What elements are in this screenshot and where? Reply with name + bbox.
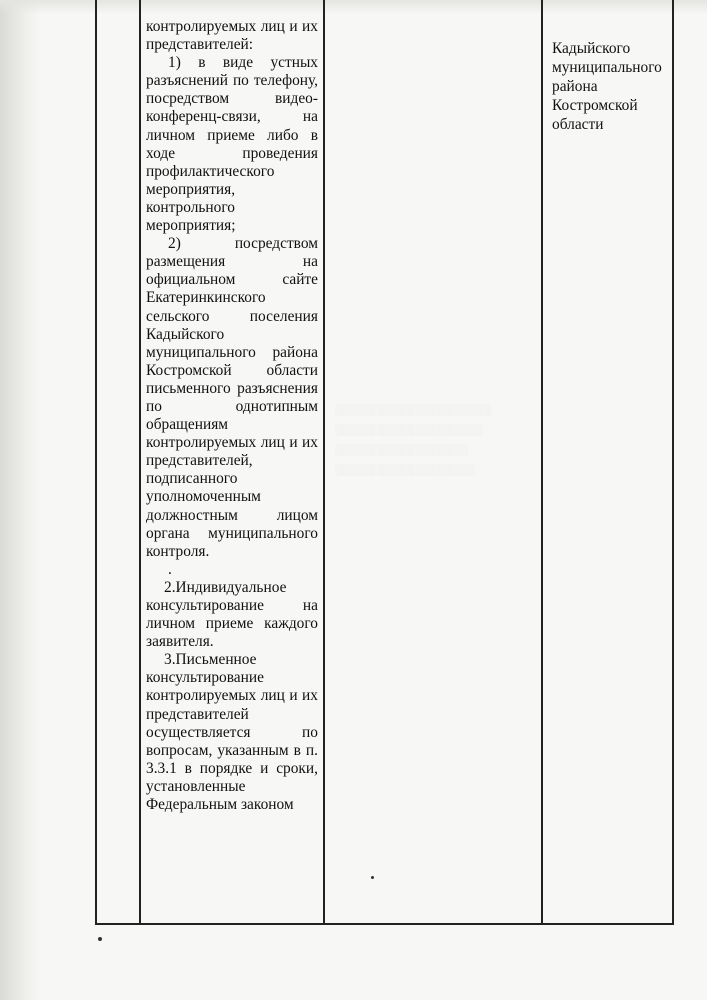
bleed-through-text: ░░░░░░░░░░░░░░░░░░░░ ░░░░░░░░░░░░░░░░░░░ ░░░░░░░░░░░░░░░░░ ░░░░░░░░░░░░░░░░░░ <box>335 404 491 476</box>
cell-consultation-text <box>146 18 318 814</box>
table-column-divider-2 <box>323 0 325 925</box>
table-border-right <box>672 0 674 925</box>
paragraph-oral: 1) в виде устных разъяснений по телефону, посредством видео-конференц-связи, на личном приеме либо в ходе проведения профилактического мероприятия, контрольного мероприятия; <box>146 54 318 235</box>
paragraph-intro: контролируемых лиц и их представителей: <box>146 18 318 54</box>
paragraph-dot: . <box>168 560 172 578</box>
paragraph-individual: 2.Индивидуальное консультирование на личном приеме каждого заявителя. <box>146 578 318 651</box>
scan-top-shadow <box>0 0 707 14</box>
cell-responsible: Кадыйского муниципального района Костромской области <box>552 40 662 133</box>
table-column-divider-3 <box>541 0 543 925</box>
scan-edge-shadow <box>0 0 40 1000</box>
table-border-left <box>95 0 97 925</box>
scan-speck <box>98 937 102 941</box>
paragraph-website: 2) посредством размещения на официальном сайте Екатеринкинского сельского поселения Кадыйского муниципального района Костромской области письменного разъяснения по однотипным обращениям контролируемых лиц и их представителей, подписанного уполномоченным должностным лицом органа муниципального контроля. <box>146 235 318 560</box>
paragraph-written: 3.Письменное консультирование контролируемых лиц и их представителей осуществляется по вопросам, указанным в п. 3.3.1 в порядке и сроки, установленные Федеральным законом <box>146 651 318 814</box>
scan-speck <box>371 876 374 879</box>
table-column-divider-1 <box>139 0 141 925</box>
table-bottom-border <box>95 923 674 925</box>
